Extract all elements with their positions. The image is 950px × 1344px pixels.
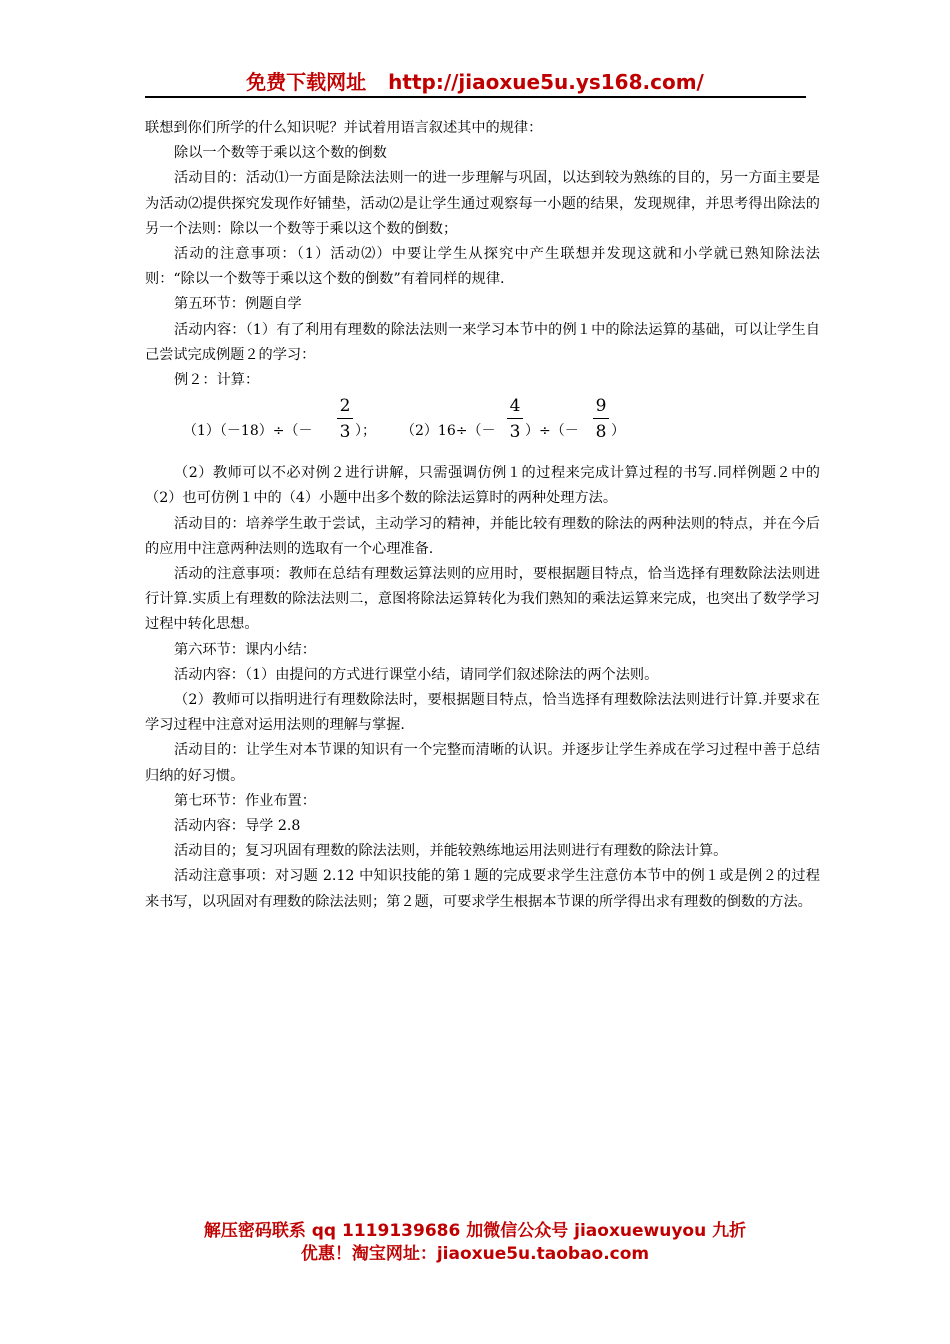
example-1-suffix: ）；: [355, 423, 376, 440]
example-2-middle: ）÷（－: [525, 423, 579, 440]
paragraph: 例２：计算：: [174, 372, 260, 389]
paragraph: 除以一个数等于乘以这个数的倒数: [174, 145, 387, 162]
fraction-numerator: 9: [595, 396, 607, 417]
example-1-prefix: （1）（－18）÷（－: [183, 423, 313, 440]
footer-line-2[interactable]: 优惠！淘宝网址：jiaoxue5u.taobao.com: [300, 1244, 650, 1264]
footer-line-1: 解压密码联系 qq 1119139686 加微信公众号 jiaoxuewuyou 九折: [203, 1221, 747, 1241]
header-url-link[interactable]: http://jiaoxue5u.ys168.com/: [388, 70, 704, 94]
fraction-numerator: 2: [339, 396, 351, 417]
example-2-suffix: ）: [611, 423, 625, 440]
document-body: [145, 116, 820, 915]
example-1-fraction: [337, 395, 353, 443]
section-heading: 第六环节：课内小结：: [174, 641, 316, 658]
paragraph: （2）教师可以不必对例２进行讲解，只需强调仿例１的过程来完成计算过程的书写.同样例题２中的（2）也可仿例１中的（4）小题中出多个数的除法运算时的两种处理方法。: [145, 465, 820, 507]
paragraph: 活动目的；复习巩固有理数的除法法则，并能较熟练地运用法则进行有理数的除法计算。: [174, 843, 728, 860]
spacer: [145, 451, 820, 461]
header-divider: [145, 96, 806, 98]
paragraph: 活动内容：导学 2.8: [174, 818, 301, 835]
fraction-bar: [337, 418, 353, 419]
fraction-denominator: 3: [509, 422, 521, 443]
section-heading: 第七环节：作业布置：: [174, 792, 316, 809]
paragraph: 活动的注意事项：教师在总结有理数运算法则的应用时，要根据题目特点，恰当选择有理数除法法则进行计算.实质上有理数的除法法则二，意图将除法运算转化为我们熟知的乘法运算来完成，也突出了数学学习过程中转化思想。: [145, 566, 820, 633]
paragraph: 活动内容：（1）由提问的方式进行课堂小结，请同学们叙述除法的两个法则。: [174, 666, 659, 683]
paragraph: （2）教师可以指明进行有理数除法时，要根据题目特点，恰当选择有理数除法法则进行计算.并要求在学习过程中注意对运用法则的理解与掌握.: [145, 692, 820, 734]
header-label: 免费下载网址: [246, 70, 367, 94]
header-banner: [145, 66, 805, 94]
example-2-prefix: （2）16÷（－: [401, 423, 496, 440]
fraction-numerator: 4: [509, 396, 521, 417]
example-2-fraction-2: [593, 395, 609, 443]
section-heading: 第五环节：例题自学: [174, 296, 302, 313]
example-formula-line: [145, 393, 820, 451]
footer-banner: [150, 1220, 800, 1266]
fraction-bar: [507, 418, 523, 419]
example-2-fraction-1: [507, 395, 523, 443]
paragraph: 活动内容：（1）有了利用有理数的除法法则一来学习本节中的例１中的除法运算的基础，可以让学生自己尝试完成例题２的学习：: [145, 321, 820, 363]
paragraph: 活动的注意事项：（1）活动⑵）中要让学生从探究中产生联想并发现这就和小学就已熟知除法法则：“除以一个数等于乘以这个数的倒数”有着同样的规律.: [145, 246, 820, 288]
paragraph: 活动目的：让学生对本节课的知识有一个完整而清晰的认识。并逐步让学生养成在学习过程中善于总结归纳的好习惯。: [145, 742, 820, 784]
paragraph: 活动目的：培养学生敢于尝试，主动学习的精神，并能比较有理数的除法的两种法则的特点，并在今后的应用中注意两种法则的选取有一个心理准备.: [145, 515, 820, 557]
fraction-bar: [593, 418, 609, 419]
paragraph: 联想到你们所学的什么知识呢？并试着用语言叙述其中的规律：: [145, 120, 543, 136]
fraction-denominator: 8: [595, 422, 607, 443]
paragraph: 活动目的：活动⑴一方面是除法法则一的进一步理解与巩固，以达到较为熟练的目的，另一方面主要是为活动⑵提供探究发现作好铺垫，活动⑵是让学生通过观察每一小题的结果，发现规律，并思考得出除法的另一个法则：除以一个数等于乘以这个数的倒数；: [145, 170, 820, 237]
fraction-denominator: 3: [339, 422, 351, 443]
paragraph: 活动注意事项：对习题 2.12 中知识技能的第１题的完成要求学生注意仿本节中的例１或是例２的过程来书写，以巩固对有理数的除法法则；第２题，可要求学生根据本节课的所学得出求有理数的倒数的方法。: [145, 868, 820, 910]
